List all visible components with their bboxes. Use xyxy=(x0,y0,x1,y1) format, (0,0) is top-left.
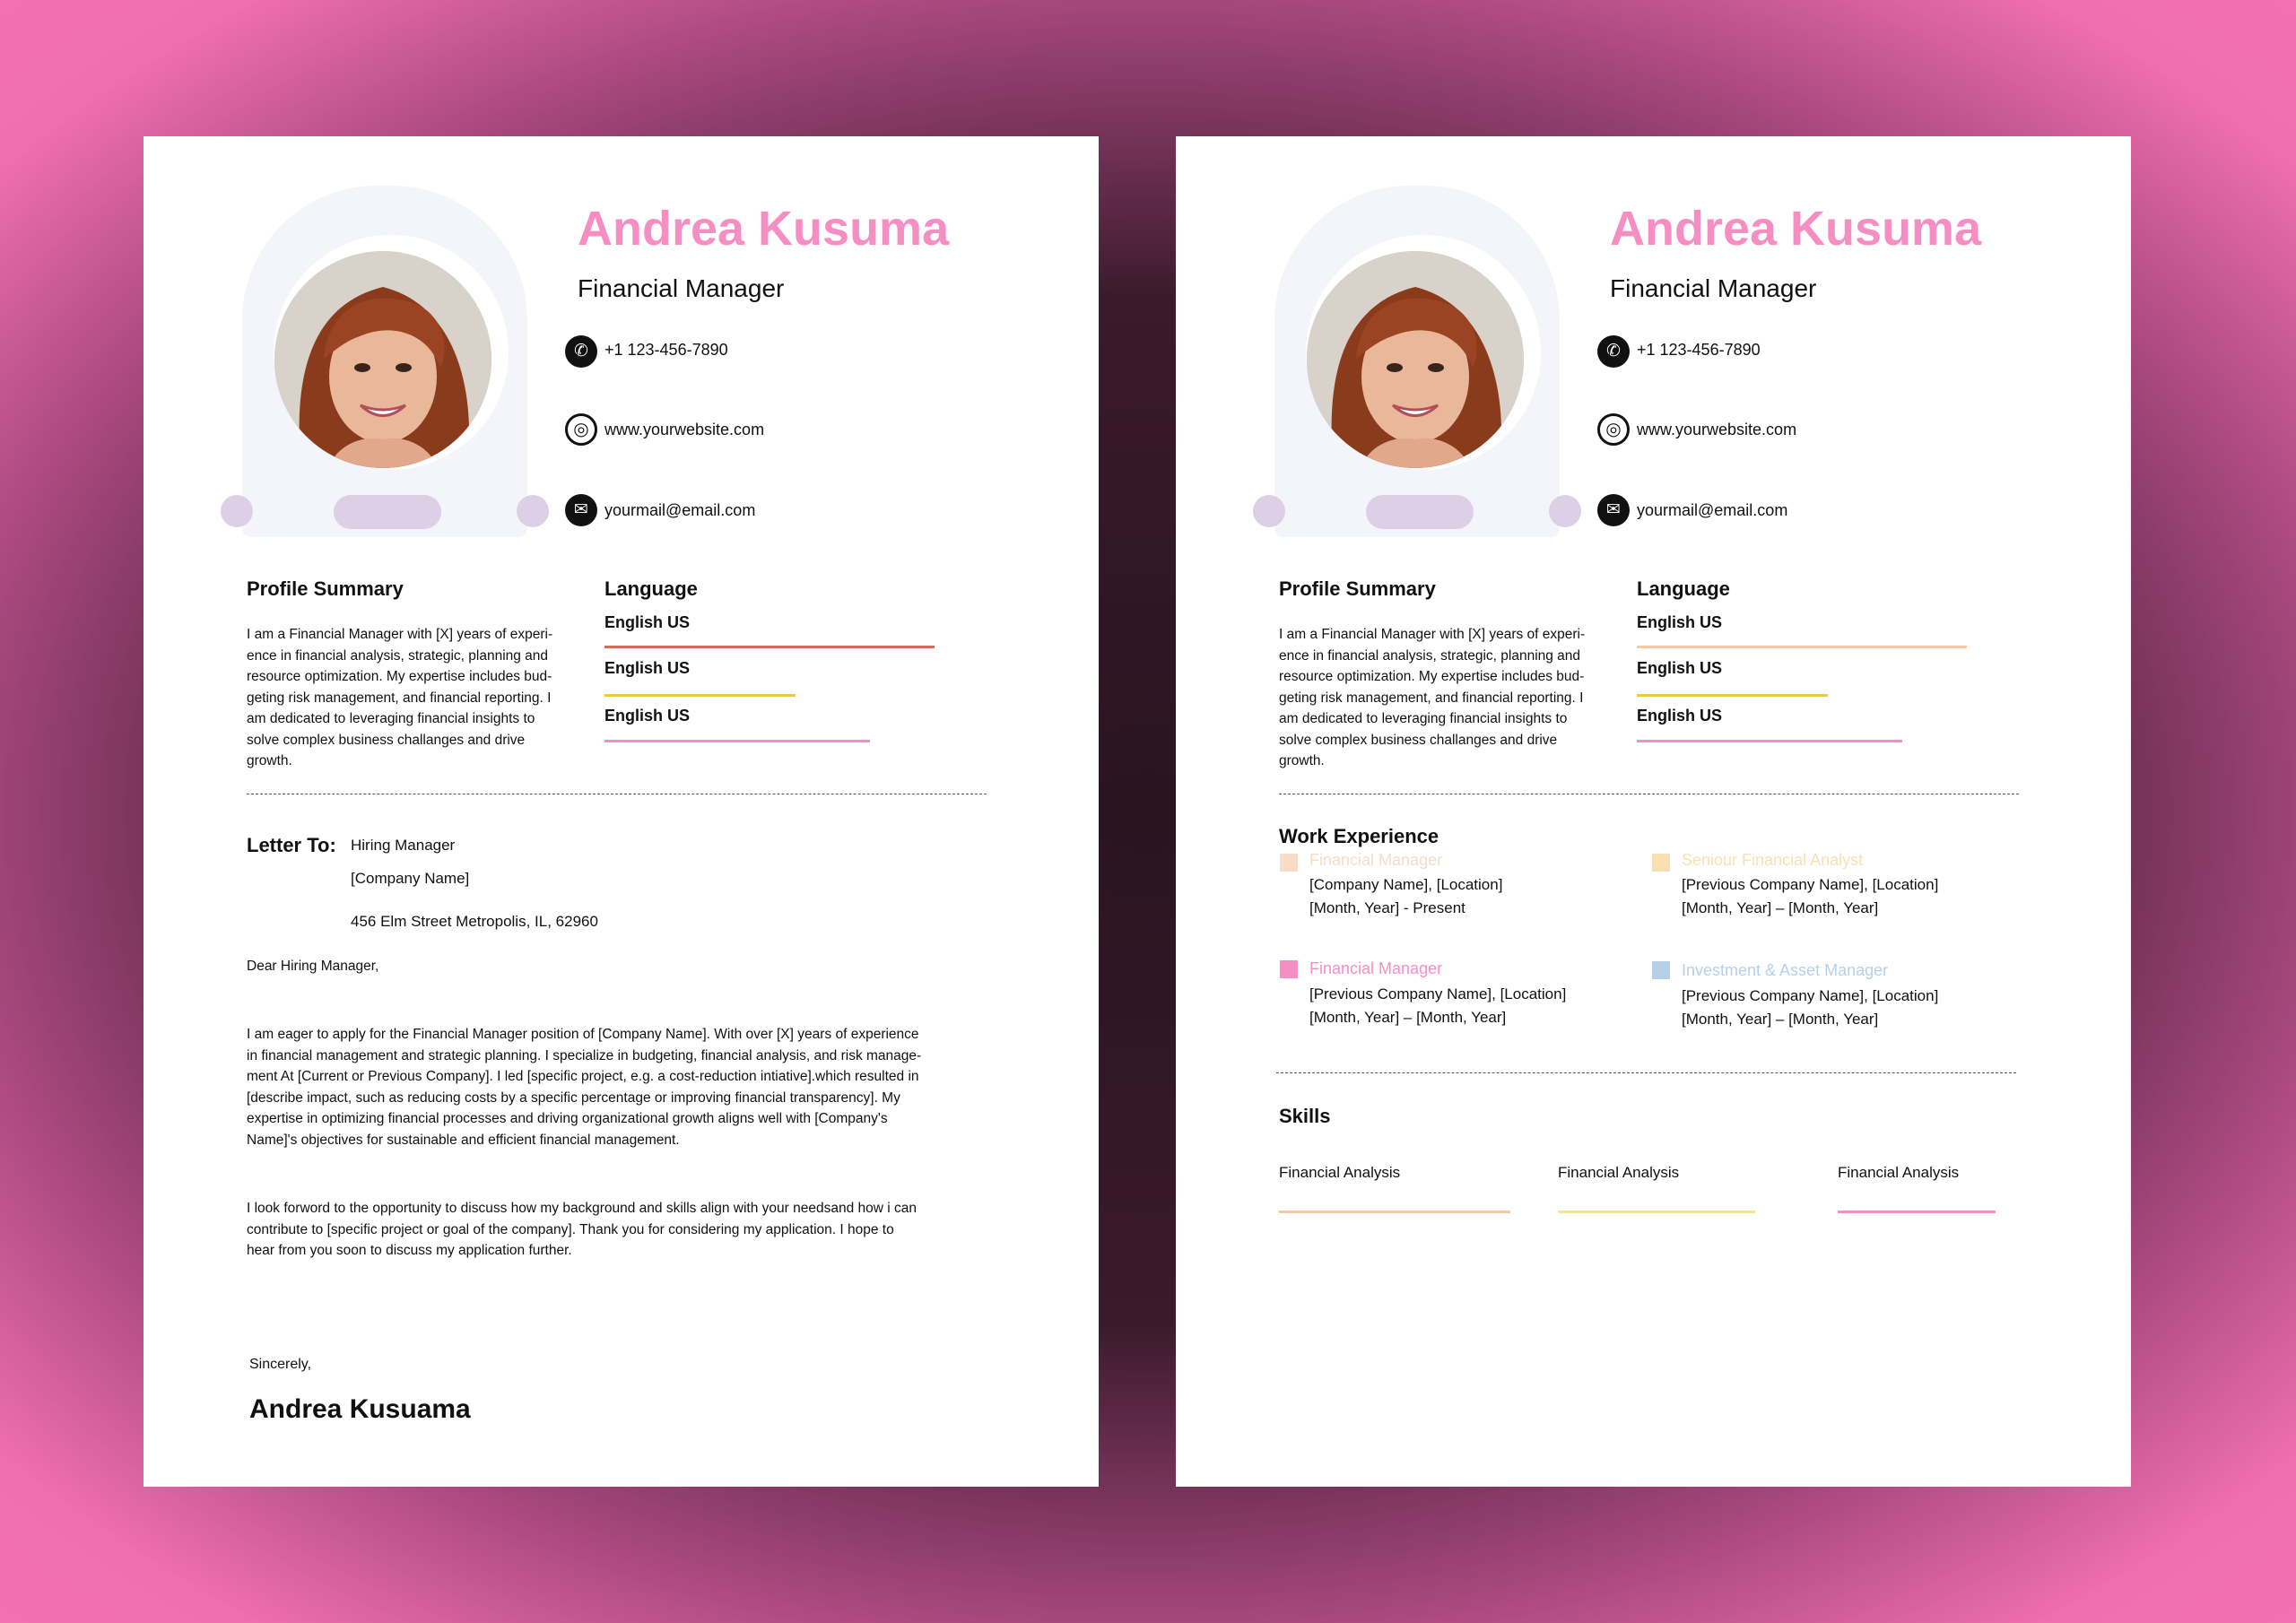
work-heading: Work Experience xyxy=(1279,825,1439,847)
letter-line: [describe impact, such as reducing costs by a specific percentage or improving financial transparency]. My xyxy=(247,1089,900,1106)
job-title: Seniour Financial Analyst xyxy=(1682,851,1864,869)
section-divider xyxy=(1276,1072,2016,1073)
phone-icon: ✆ xyxy=(565,335,597,368)
website-text: www.yourwebsite.com xyxy=(604,421,765,438)
language-bar xyxy=(1637,646,1967,648)
skill-bar xyxy=(1279,1211,1510,1213)
letter-line: Name]'s objectives for sustainable and efficient financial management. xyxy=(247,1132,680,1148)
mail-icon: ✉ xyxy=(1597,494,1630,526)
profile-line: geting risk management, and financial reporting. I xyxy=(247,690,552,706)
letter-line: I am eager to apply for the Financial Manager position of [Company Name]. With over [X] years of experience xyxy=(247,1027,919,1042)
profile-photo xyxy=(1307,251,1524,468)
letter-closing: Sincerely, xyxy=(249,1357,312,1372)
profile-line: growth. xyxy=(1279,753,1325,768)
letter-line: contribute to [specific project or goal of the company]. Thank you for considering my application. I hope to xyxy=(247,1221,894,1237)
mail-icon: ✉ xyxy=(565,494,597,526)
job-title: Financial Manager xyxy=(1309,959,1443,977)
decoration-pill xyxy=(334,495,441,529)
language-item: English US xyxy=(1637,707,1723,725)
profile-line: growth. xyxy=(247,753,292,768)
job-dates: [Month, Year] – [Month, Year] xyxy=(1682,899,1879,916)
profile-line: am dedicated to leveraging financial insights to xyxy=(247,711,535,726)
profile-line: I am a Financial Manager with [X] years of experi- xyxy=(1279,627,1586,642)
language-bar xyxy=(604,694,796,697)
job-marker xyxy=(1280,960,1298,978)
job-title: Financial Manager xyxy=(1309,851,1443,869)
profile-line: solve complex business challanges and drive xyxy=(1279,732,1558,748)
decoration-dot-left xyxy=(1253,495,1285,527)
profile-line: ence in financial analysis, strategic, planning and xyxy=(1279,647,1581,664)
language-item: English US xyxy=(1637,613,1723,631)
phone-icon: ✆ xyxy=(1597,335,1630,368)
language-item: English US xyxy=(604,659,691,677)
letter-line: in financial management and strategic planning. I specialize in budgeting, financial analysis, and risk manage- xyxy=(247,1047,922,1063)
language-heading: Language xyxy=(604,577,698,600)
language-bar xyxy=(604,740,870,742)
letter-address: 456 Elm Street Metropolis, IL, 62960 xyxy=(351,913,598,930)
profile-line: resource optimization. My expertise includes bud- xyxy=(1279,669,1585,684)
letter-recipient: Hiring Manager xyxy=(351,837,456,854)
job-company: [Previous Company Name], [Location] xyxy=(1682,987,1939,1004)
letter-paragraph-2 xyxy=(247,1198,1009,1262)
skill-bar xyxy=(1838,1211,1996,1213)
skill-item: Financial Analysis xyxy=(1558,1164,1680,1181)
phone-text: +1 123-456-7890 xyxy=(604,341,728,359)
decoration-dot-right xyxy=(517,495,549,527)
skills-heading: Skills xyxy=(1279,1105,1331,1127)
letter-line: expertise in optimizing financial processes and driving organizational growth aligns well with [Company's xyxy=(247,1111,888,1126)
decoration-dot-right xyxy=(1549,495,1581,527)
profile-summary xyxy=(247,624,578,772)
language-item: English US xyxy=(604,707,691,725)
profile-line: resource optimization. My expertise includes bud- xyxy=(247,669,552,684)
profile-photo xyxy=(274,251,491,468)
candidate-name: Andrea Kusuma xyxy=(1610,202,1982,256)
job-company: [Company Name], [Location] xyxy=(1309,876,1503,893)
profile-line: geting risk management, and financial reporting. I xyxy=(1279,690,1584,706)
globe-icon: ◎ xyxy=(565,413,597,446)
profile-summary xyxy=(1279,624,1611,772)
job-marker xyxy=(1280,854,1298,872)
profile-line: am dedicated to leveraging financial insights to xyxy=(1279,711,1568,726)
language-item: English US xyxy=(604,613,691,631)
job-title: Investment & Asset Manager xyxy=(1682,961,1889,979)
globe-icon: ◎ xyxy=(1597,413,1630,446)
candidate-title: Financial Manager xyxy=(1610,274,1817,302)
language-bar xyxy=(1637,694,1828,697)
letter-line: hear from you soon to discuss my application further. xyxy=(247,1243,572,1258)
portrait-illustration xyxy=(1307,251,1524,468)
language-item: English US xyxy=(1637,659,1723,677)
job-company: [Previous Company Name], [Location] xyxy=(1309,985,1567,1002)
candidate-title: Financial Manager xyxy=(578,274,785,302)
skill-bar xyxy=(1558,1211,1755,1213)
language-bar xyxy=(604,646,935,648)
profile-line: ence in financial analysis, strategic, planning and xyxy=(247,647,549,664)
letter-signature: Andrea Kusuama xyxy=(249,1394,471,1424)
job-dates: [Month, Year] – [Month, Year] xyxy=(1682,1011,1879,1028)
website-text: www.yourwebsite.com xyxy=(1637,421,1797,438)
profile-line: solve complex business challanges and drive xyxy=(247,732,526,748)
cover-letter-page xyxy=(144,136,1099,1487)
job-company: [Previous Company Name], [Location] xyxy=(1682,876,1939,893)
portrait-illustration xyxy=(274,251,491,468)
profile-heading: Profile Summary xyxy=(1279,577,1436,600)
profile-heading: Profile Summary xyxy=(247,577,404,600)
letter-paragraph-1 xyxy=(247,1024,1009,1150)
language-heading: Language xyxy=(1637,577,1730,600)
phone-text: +1 123-456-7890 xyxy=(1637,341,1761,359)
letter-greeting: Dear Hiring Manager, xyxy=(247,959,379,974)
email-text: yourmail@email.com xyxy=(604,501,756,519)
job-marker xyxy=(1652,854,1670,872)
job-dates: [Month, Year] - Present xyxy=(1309,899,1465,916)
language-bar xyxy=(1637,740,1902,742)
job-dates: [Month, Year] – [Month, Year] xyxy=(1309,1009,1507,1026)
letter-to-label: Letter To: xyxy=(247,834,336,856)
candidate-name: Andrea Kusuma xyxy=(578,202,950,256)
skill-item: Financial Analysis xyxy=(1838,1164,1960,1181)
decoration-pill xyxy=(1366,495,1474,529)
profile-line: I am a Financial Manager with [X] years of experi- xyxy=(247,627,553,642)
letter-line: ment At [Current or Previous Company]. I led [specific project, e.g. a cost-reduction intiative].which resulted in xyxy=(247,1069,919,1084)
letter-line: I look forword to the opportunity to discuss how my background and skills align with your needsand how i can xyxy=(247,1201,917,1216)
skill-item: Financial Analysis xyxy=(1279,1164,1401,1181)
resume-page xyxy=(1176,136,2131,1487)
letter-company: [Company Name] xyxy=(351,870,470,887)
job-marker xyxy=(1652,961,1670,979)
decoration-dot-left xyxy=(221,495,253,527)
email-text: yourmail@email.com xyxy=(1637,501,1788,519)
